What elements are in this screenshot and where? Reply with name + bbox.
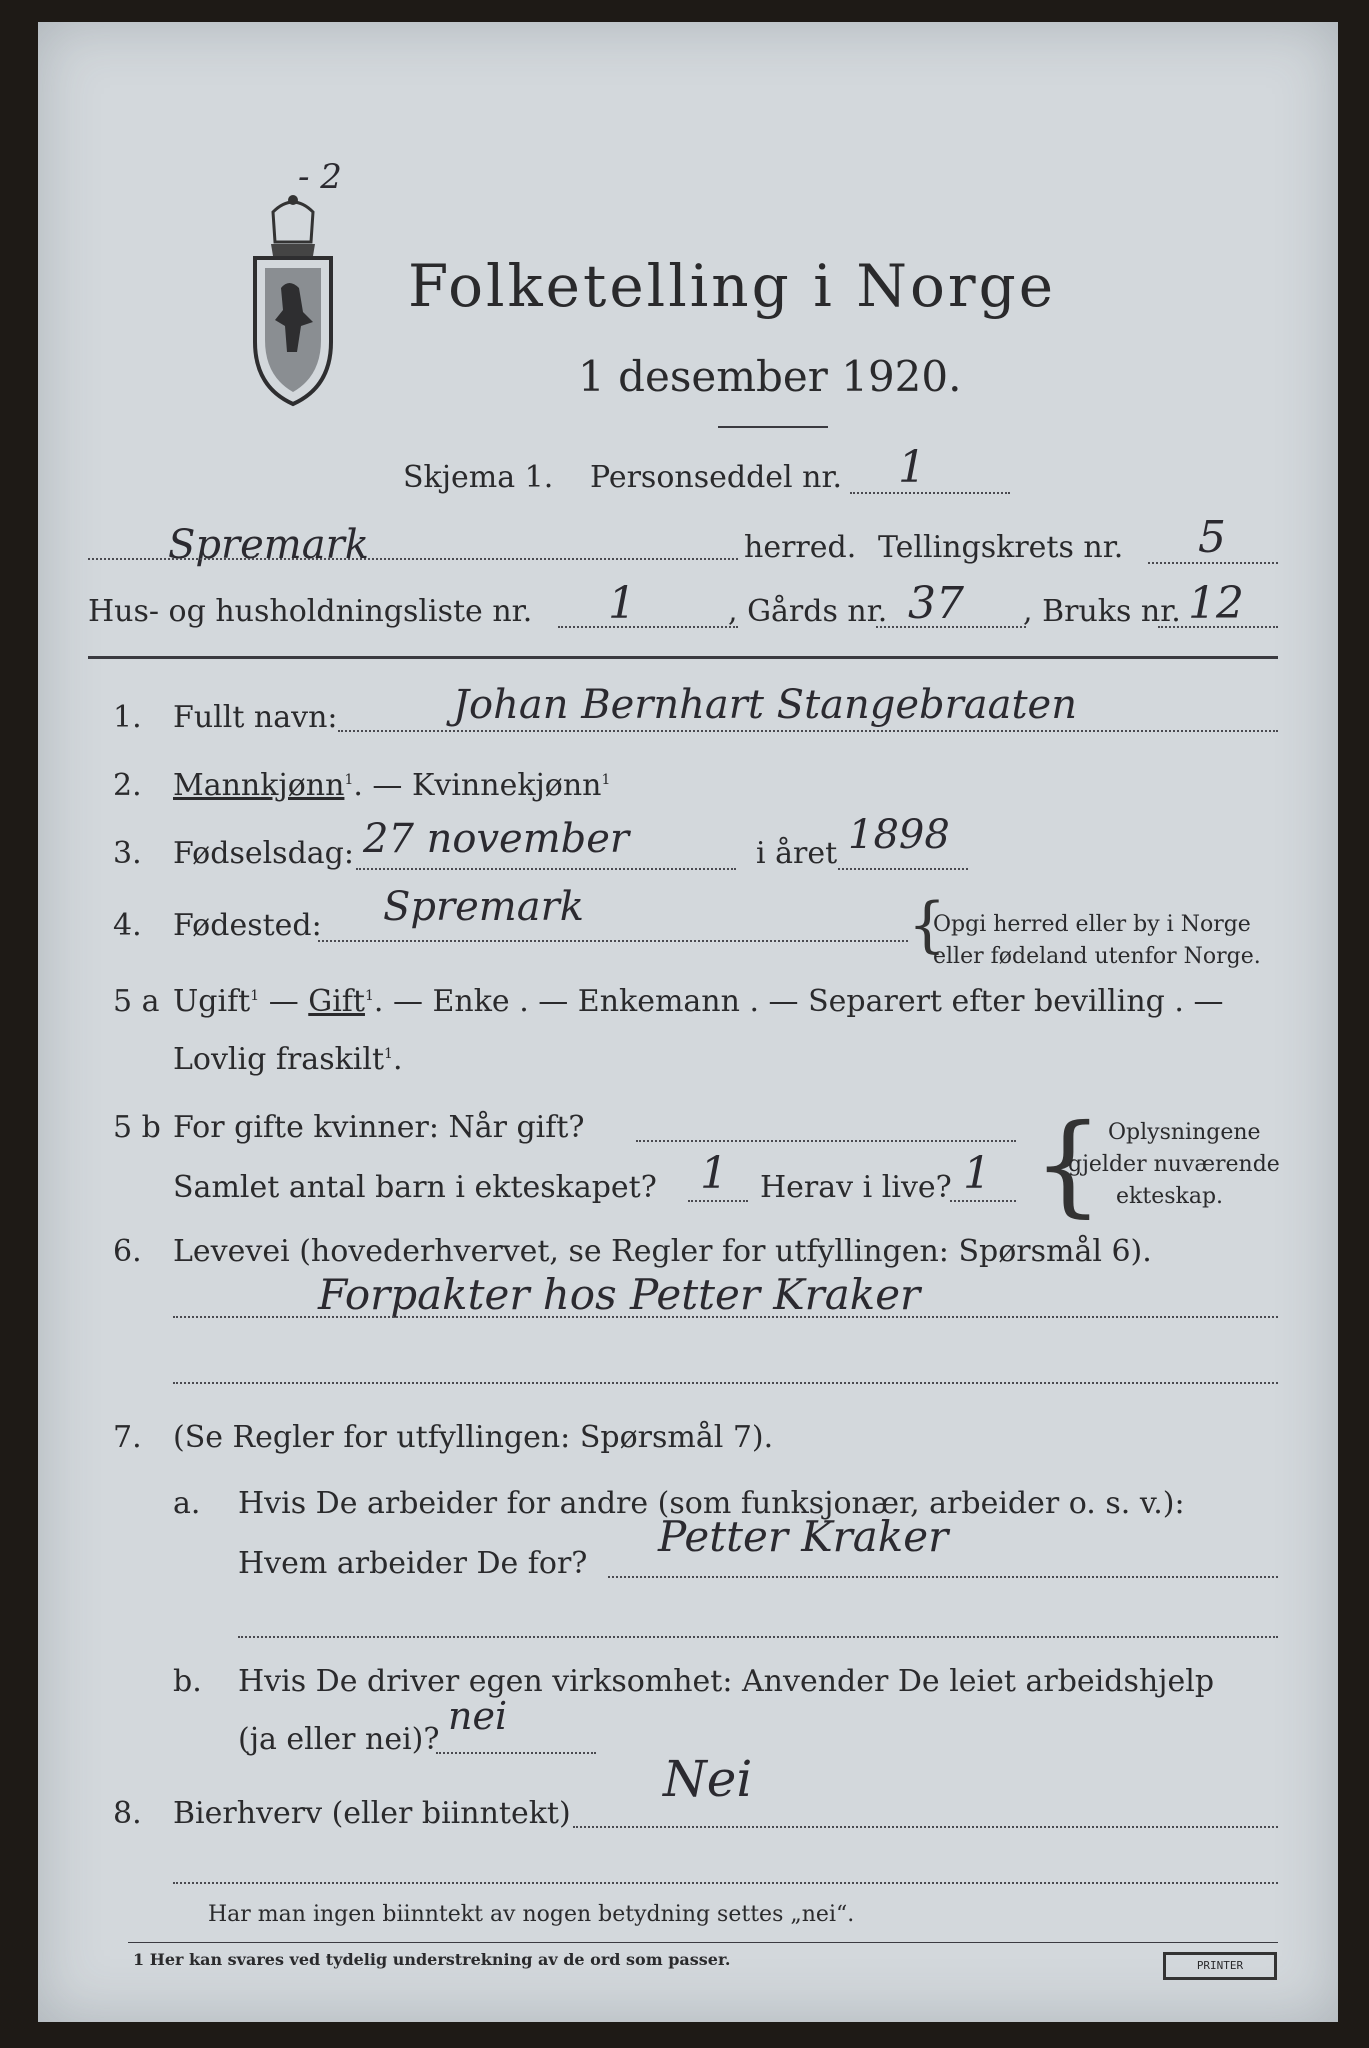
- q7a-line: [608, 1576, 1278, 1578]
- printer-stamp: PRINTER: [1163, 1952, 1277, 1980]
- bruks-value: 12: [1188, 578, 1244, 629]
- form-title: Folketelling i Norge: [408, 252, 1057, 320]
- title-divider: [718, 426, 828, 428]
- q5b-note-line1: Oplysningene: [1108, 1120, 1261, 1145]
- q6-value: Forpakter hos Petter Kraker: [318, 1270, 921, 1319]
- coat-of-arms-icon: [243, 192, 343, 412]
- q4-value: Spremark: [383, 884, 584, 930]
- q8-label: Bierhverv (eller biinntekt): [173, 1796, 571, 1831]
- q1-label: Fullt navn:: [173, 700, 338, 735]
- q7b-question: Hvis De driver egen virksomhet: Anvender De leiet arbeidshjelp: [238, 1664, 1215, 1699]
- q7-number: 7.: [113, 1420, 142, 1455]
- q5b-brace: {: [1033, 1100, 1103, 1228]
- q5a-fraskilt: Lovlig fraskilt: [173, 1042, 385, 1077]
- schema-label: Skjema 1.: [403, 460, 554, 495]
- q5b-barn-value: 1: [700, 1148, 728, 1199]
- tellingskrets-label: Tellingskrets nr.: [878, 530, 1124, 565]
- q7b-line: [436, 1752, 596, 1754]
- q3-number: 3.: [113, 836, 142, 871]
- q1-line: [338, 730, 1278, 732]
- q5b-number: 5 b: [113, 1110, 161, 1145]
- header-rule: [88, 656, 1278, 659]
- q2-male-option: Mannkjønn: [173, 768, 345, 803]
- q8-line2: [173, 1882, 1278, 1884]
- q4-note-line2: eller fødeland utenfor Norge.: [933, 944, 1261, 969]
- personseddel-label: Personseddel nr.: [590, 460, 843, 495]
- husliste-line: [558, 626, 738, 628]
- q3-label: Fødselsdag:: [173, 836, 354, 871]
- q3-line: [356, 868, 736, 870]
- tellingskrets-value: 5: [1198, 512, 1226, 563]
- q7a-letter: a.: [173, 1486, 201, 1521]
- q5b-live-label: Herav i live?: [760, 1170, 952, 1205]
- income-note: Har man ingen biinntekt av nogen betydning settes „nei“.: [208, 1902, 855, 1927]
- q3-year-line: [838, 868, 968, 870]
- q7b-value: nei: [448, 1694, 508, 1738]
- census-date: 1 desember 1920.: [578, 352, 962, 401]
- q5a-line2: Lovlig fraskilt$^1$.: [173, 1042, 403, 1077]
- personseddel-value: 1: [898, 442, 926, 493]
- q5b-note-line3: ekteskap.: [1116, 1184, 1224, 1209]
- q2-number: 2.: [113, 768, 142, 803]
- q8-line: [573, 1826, 1278, 1828]
- q7b-letter: b.: [173, 1664, 202, 1699]
- q8-value: Nei: [663, 1750, 753, 1808]
- q2-separator: . —: [353, 768, 412, 803]
- q7a-label: Hvem arbeider De for?: [238, 1546, 588, 1581]
- q2-female-option: Kvinnekjønn: [411, 768, 602, 803]
- q7-label: (Se Regler for utfyllingen: Spørsmål 7).: [173, 1420, 774, 1455]
- q3-year-value: 1898: [848, 812, 950, 858]
- q5b-live-value: 1: [963, 1148, 991, 1199]
- q4-number: 4.: [113, 908, 142, 943]
- census-form: [38, 22, 1338, 2022]
- q7a-value: Petter Kraker: [658, 1512, 949, 1561]
- gards-label: , Gårds nr.: [728, 594, 888, 629]
- q5b-note-line2: gjelder nuværende: [1068, 1152, 1280, 1177]
- top-mark: - 2: [298, 157, 342, 197]
- herred-label: herred.: [744, 530, 857, 565]
- q5b-label: For gifte kvinner: Når gift?: [173, 1110, 585, 1145]
- q7a-line2: [238, 1636, 1278, 1638]
- footnote-rule: [128, 1942, 1278, 1943]
- husliste-value: 1: [608, 578, 636, 629]
- personseddel-line: [850, 492, 1010, 494]
- footnote: 1 Her kan svares ved tydelig understrekning av de ord som passer.: [133, 1950, 731, 1969]
- q4-line: [318, 940, 908, 942]
- q6-line2: [173, 1382, 1278, 1384]
- q4-brace: {: [908, 890, 947, 960]
- q2-options: Mannkjønn$^1$. — Kvinnekjønn$^1$: [173, 768, 611, 803]
- q4-label: Fødested:: [173, 908, 322, 943]
- q7a-question: Hvis De arbeider for andre (som funksjonær, arbeider o. s. v.):: [238, 1486, 1185, 1521]
- q5a-ugift: Ugift: [173, 984, 251, 1019]
- q5a-gift: Gift: [308, 984, 365, 1019]
- q6-label: Levevei (hovederhvervet, se Regler for utfyllingen: Spørsmål 6).: [173, 1234, 1152, 1269]
- q6-number: 6.: [113, 1234, 142, 1269]
- q4-note-line1: Opgi herred eller by i Norge: [933, 912, 1251, 937]
- q5a-options: Ugift$^1$ — Gift$^1$. — Enke . — Enkemann . — Separert efter bevilling . —: [173, 984, 1224, 1019]
- q5b-barn-label: Samlet antal barn i ekteskapet?: [173, 1170, 657, 1205]
- q5b-live-line: [950, 1200, 1016, 1202]
- q5a-rest: — Enke . — Enkemann . — Separert efter bevilling . —: [383, 984, 1224, 1019]
- q3-value: 27 november: [363, 816, 630, 862]
- q3-year-label: i året: [756, 836, 838, 871]
- q5a-number: 5 a: [113, 984, 160, 1019]
- herred-line: [88, 558, 738, 560]
- herred-value: Spremark: [168, 522, 369, 568]
- husliste-label: Hus- og husholdningsliste nr.: [88, 594, 533, 629]
- q8-number: 8.: [113, 1796, 142, 1831]
- q1-value: Johan Bernhart Stangebraaten: [453, 682, 1077, 728]
- q6-line1: [173, 1316, 1278, 1318]
- gards-value: 37: [908, 578, 964, 629]
- q1-number: 1.: [113, 700, 142, 735]
- q5b-line: [636, 1140, 1016, 1142]
- q5b-barn-line: [688, 1200, 748, 1202]
- bruks-label: , Bruks nr.: [1023, 594, 1181, 629]
- q7b-label: (ja eller nei)?: [238, 1722, 440, 1757]
